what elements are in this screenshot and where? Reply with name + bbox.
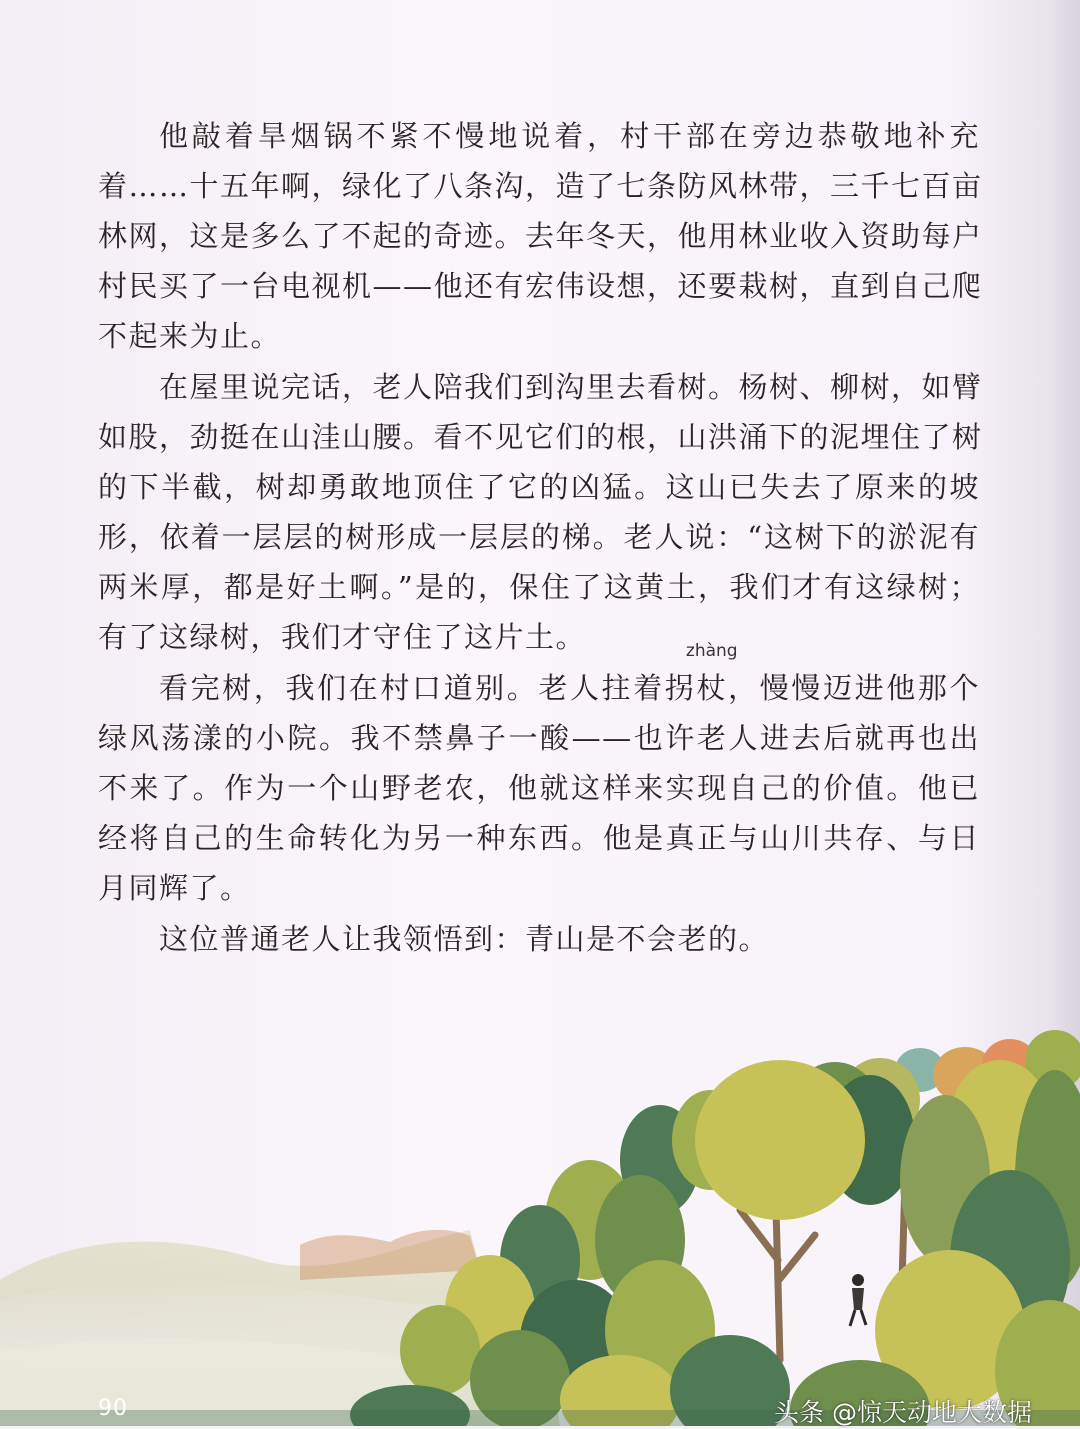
text-line: 经将自己的生命转化为另一种东西。他是真正与山川共存、与日: [98, 821, 980, 855]
text-line: 不起来为止。: [98, 319, 282, 353]
paragraph-2: [98, 362, 983, 662]
text-line: 有了这绿树，我们才守住了这片土。: [98, 620, 587, 654]
text-line: 村民买了一台电视机——他还有宏伟设想，还要栽树，直到自己爬: [98, 269, 983, 303]
text-line: 他敲着旱烟锅不紧不慢地说着，村干部在旁边恭敬地补充: [159, 119, 980, 153]
source-watermark: 头条 @惊天动地大数据: [774, 1398, 1032, 1427]
text-line: 的下半截，树却勇敢地顶住了它的凶猛。这山已失去了原来的坡: [98, 470, 980, 504]
forest-illustration: [0, 1030, 1080, 1426]
paragraph-4: [98, 914, 980, 964]
text-line: 在屋里说完话，老人陪我们到沟里去看树。杨树、柳树，如臂: [159, 370, 983, 404]
text-line: 这位普通老人让我领悟到：青山是不会老的。: [159, 922, 770, 956]
paragraph-1: [98, 111, 983, 361]
pinyin-annotation: zhàng: [685, 641, 738, 661]
text-line: 两米厚，都是好土啊。”是的，保住了这黄土，我们才有这绿树；: [98, 570, 980, 604]
tree-canopies: [350, 1030, 1080, 1426]
walking-person-figure: [850, 1274, 866, 1326]
text-segment: ，慢慢迈进他那个: [727, 671, 980, 705]
text-line: 形，依着一层层的树形成一层层的梯。老人说：“这树下的淤泥有: [98, 520, 980, 554]
text-line: 不来了。作为一个山野老农，他就这样来实现自己的价值。他已: [98, 771, 980, 805]
text-line: 绿风荡漾的小院。我不禁鼻子一酸——也许老人进去后就再也出: [98, 721, 980, 755]
page-number: 90: [98, 1396, 128, 1421]
text-segment: 看完树，我们在村口道别。老人拄着拐: [159, 671, 697, 705]
text-line: 林网，这是多么了不起的奇迹。去年冬天，他用林业收入资助每户: [98, 219, 983, 253]
text-line: 如股，劲挺在山洼山腰。看不见它们的根，山洪涌下的泥埋住了树: [98, 420, 983, 454]
ruby-base-character: 杖: [696, 671, 728, 705]
text-line: 着……十五年啊，绿化了八条沟，造了七条防风林带，三千七百亩: [98, 169, 983, 203]
text-line: 月同辉了。: [98, 871, 251, 905]
paragraph-3: [98, 641, 980, 913]
ruby-annotation: [685, 641, 738, 713]
text-line: [98, 641, 980, 713]
